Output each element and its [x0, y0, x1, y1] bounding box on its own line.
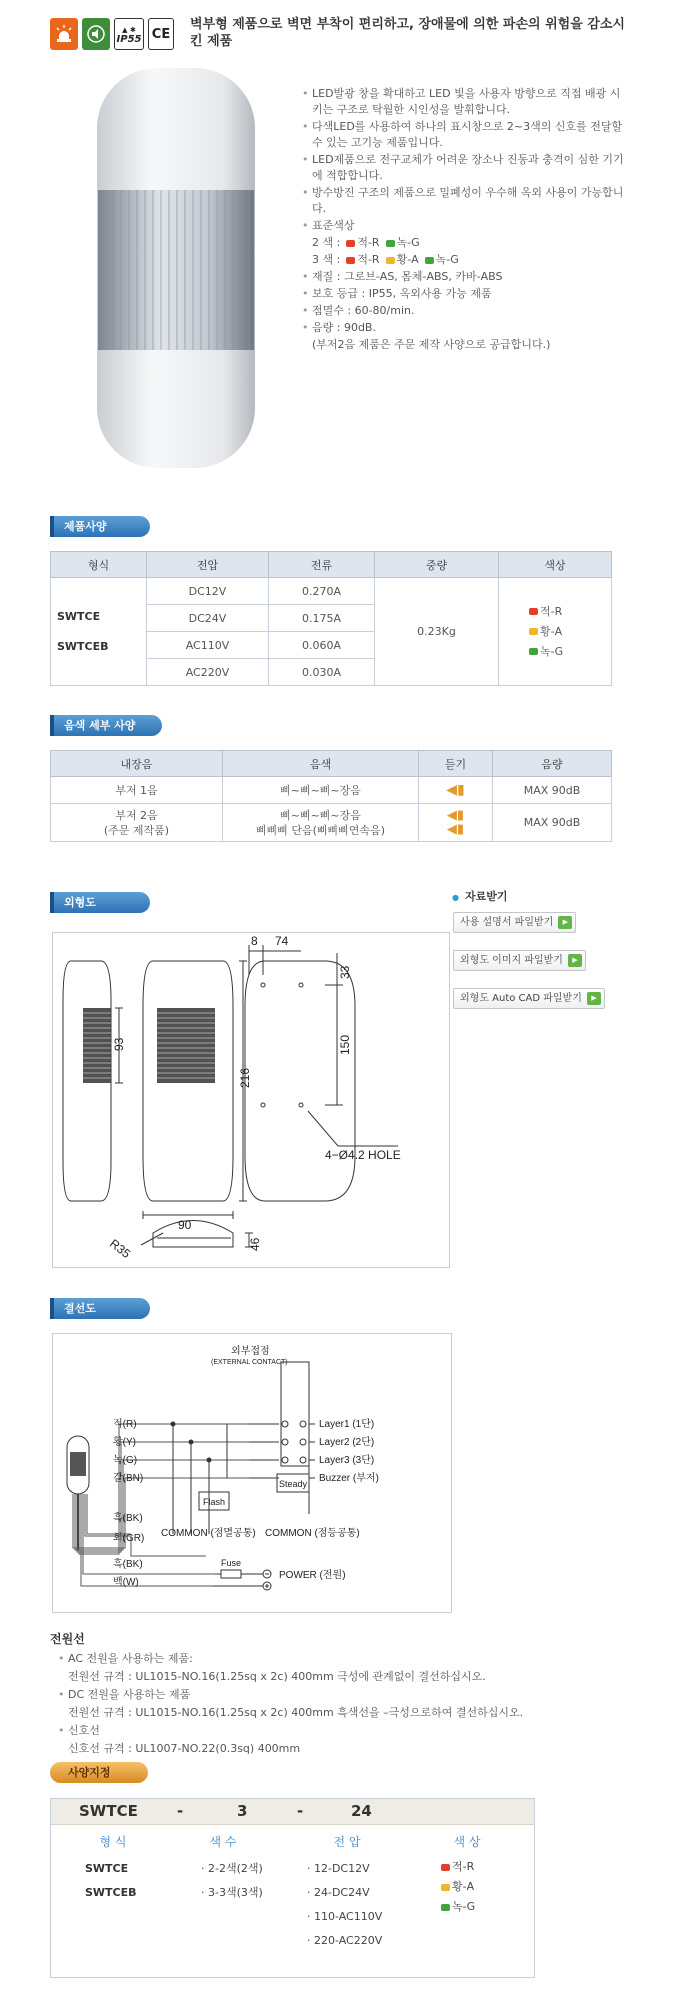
svg-text:COMMON (점멸공통): COMMON (점멸공통)	[161, 1528, 256, 1539]
outline-drawing	[52, 932, 450, 1268]
svg-text:갈(BN): 갈(BN)	[113, 1473, 144, 1484]
dim-r35: R35	[107, 1236, 134, 1261]
feature-item: • 다색LED를 사용하여 하나의 표시창으로 2~3색의 신호를 전달할 수 있는 고기능 제품입니다.	[300, 119, 630, 151]
green-lamp-icon	[529, 648, 538, 655]
weight-cell: 0.23Kg	[375, 578, 499, 686]
feature-item: • 점멸수 : 60-80/min.	[300, 303, 630, 319]
order-code: SWTCE - 3 - 24	[51, 1799, 534, 1825]
dim-90: 90	[178, 1218, 192, 1232]
color-cell: 적-R 황-A 녹-G	[499, 578, 612, 686]
outline-image-download-button[interactable]: 외형도 이미지 파일받기 ▶	[453, 950, 586, 971]
green-lamp-icon	[425, 257, 434, 264]
sound-table: 내장음 음색 듣기 음량 부저 1음 삐~삐~삐~장음 ◀▮ MAX 90dB 부저 2음 (주문 제작품) 삐~삐~삐~장음 삐삐삐 단음(삐삐삐연속음) ◀▮ ◀▮ MAX 90dB	[50, 750, 612, 842]
order-spec-box: SWTCE - 3 - 24 형 식 색 수 전 압 색 상 SWTCE SWTCEB · 2-2색(2색) · 3-3색(3색) · 12-DC12V · 24-DC24V · 110-AC110V · 220-AC220V 적-R 황-A 녹-G	[50, 1798, 535, 1978]
green-lamp-icon	[386, 240, 395, 247]
svg-text:(EXTERNAL CONTACT): (EXTERNAL CONTACT)	[211, 1359, 288, 1366]
ip55-icon: ▲ ✱ IP55	[114, 18, 144, 50]
table-row: DC24V 0.175A	[51, 605, 612, 632]
col-header: 색상	[499, 552, 612, 578]
buzzer-note: (부저2음 제품은 주문 제작 사양으로 공급합니다.)	[312, 338, 551, 351]
svg-text:Layer3 (3단): Layer3 (3단)	[319, 1455, 375, 1466]
table-row: 부저 2음 (주문 제작품) 삐~삐~삐~장음 삐삐삐 단음(삐삐삐연속음) ◀▮ ◀▮ MAX 90dB	[51, 804, 612, 842]
table-row: AC110V 0.060A	[51, 632, 612, 659]
manual-download-button[interactable]: 사용 설명서 파일받기 ▶	[453, 912, 576, 933]
svg-text:흑(BK): 흑(BK)	[113, 1559, 143, 1570]
col-header: 전류	[269, 552, 375, 578]
section-tab-wiring: 결선도	[50, 1298, 150, 1319]
svg-text:백(W): 백(W)	[113, 1577, 139, 1588]
feature-item: • 방수방진 구조의 제품으로 밀폐성이 우수해 옥외 사용이 가능합니다.	[300, 185, 630, 217]
power-wire-spec: 전원선 • AC 전원을 사용하는 제품: 전원선 규격 : UL1015-NO.16(1.25sq x 2c) 400mm 극성에 관계없이 결선하십시오. • DC 전원을 사용하는 제품 전원선 규격 : UL1015-NO.16(1.25sq x 2c) 400mm 흑색선을 –극성으로하여 결선하십시오. • 신호선 신호선 규격 : UL1007-NO.22(0.3sq) 400mm	[50, 1630, 650, 1758]
yellow-lamp-icon	[386, 257, 395, 264]
svg-text:적(R): 적(R)	[113, 1419, 137, 1430]
svg-text:COMMON (점등공통): COMMON (점등공통)	[265, 1528, 360, 1539]
svg-text:Flash: Flash	[203, 1497, 226, 1507]
speaker-icon[interactable]: ◀▮	[446, 821, 465, 837]
dim-46: 46	[248, 1237, 262, 1251]
svg-text:황(Y): 황(Y)	[113, 1437, 136, 1448]
three-color-line: 3 색 : 적-R 황-A 녹-G	[312, 253, 459, 266]
dim-93: 93	[112, 1037, 126, 1051]
certification-icons	[50, 18, 174, 50]
page-title: 벽부형 제품으로 벽면 부착이 편리하고, 장애물에 의한 파손의 위험을 감소시킨 제품	[190, 17, 625, 49]
product-image	[95, 68, 260, 468]
wiring-diagram	[52, 1333, 452, 1613]
spec-table	[50, 551, 612, 686]
order-colors: 적-R 황-A 녹-G	[441, 1857, 475, 1917]
svg-text:흑(BK): 흑(BK)	[113, 1513, 143, 1524]
feature-item: • LED제품으로 전구교체가 어려운 장소나 진동과 충격이 심한 기기에 적합합니다.	[300, 152, 630, 184]
col-header: 중량	[375, 552, 499, 578]
speaker-icon[interactable]: ◀▮	[446, 807, 465, 823]
table-row: SWTCE SWTCEB DC12V 0.270A 0.23Kg 적-R 황-A 녹-G	[51, 578, 612, 605]
red-lamp-icon	[346, 240, 355, 247]
section-tab-outline: 외형도	[50, 892, 150, 913]
model-cell: SWTCE SWTCEB	[51, 578, 147, 686]
downloads-title: ● 자료받기	[452, 888, 508, 904]
section-tab-order: 사양지정	[50, 1762, 148, 1783]
svg-text:회(GR): 회(GR)	[113, 1533, 145, 1544]
dim-216: 216	[238, 1067, 252, 1088]
red-lamp-icon	[346, 257, 355, 264]
section-tab-spec: 제품사양	[50, 516, 150, 537]
green-lamp-icon	[441, 1904, 450, 1911]
feature-item: • LED발광 창을 확대하고 LED 빛을 사용자 방향으로 직접 배광 시키는 구조로 탁월한 시인성을 발휘합니다.	[300, 86, 630, 118]
feature-item: • 보호 등급 : IP55, 옥외사용 가능 제품	[300, 286, 630, 302]
svg-text:녹(G): 녹(G)	[113, 1455, 138, 1466]
svg-text:Buzzer (부저): Buzzer (부저)	[319, 1473, 379, 1484]
table-row: 부저 1음 삐~삐~삐~장음 ◀▮ MAX 90dB	[51, 777, 612, 804]
red-lamp-icon	[529, 608, 538, 615]
order-counts: · 2-2색(2색) · 3-3색(3색)	[201, 1862, 263, 1899]
svg-text:Layer1 (1단): Layer1 (1단)	[319, 1419, 375, 1430]
yellow-lamp-icon	[529, 628, 538, 635]
play-sound-button[interactable]	[419, 777, 493, 804]
speaker-icon[interactable]: ◀▮	[446, 782, 465, 798]
svg-text:Layer2 (2단): Layer2 (2단)	[319, 1437, 375, 1448]
two-color-line: 2 색 : 적-R 녹-G	[312, 236, 420, 249]
dim-150: 150	[338, 1034, 352, 1055]
feature-item: • 음량 : 90dB.	[300, 320, 630, 336]
svg-text:POWER (전원): POWER (전원)	[279, 1570, 346, 1581]
led-lamp-icon	[50, 18, 78, 50]
feature-list	[300, 86, 630, 354]
yellow-lamp-icon	[441, 1884, 450, 1891]
dim-8: 8	[251, 934, 258, 948]
dim-33: 33	[338, 965, 352, 979]
dim-74: 74	[275, 934, 289, 948]
col-header: 형식	[51, 552, 147, 578]
red-lamp-icon	[441, 1864, 450, 1871]
hole-label: 4−Ø4.2 HOLE	[325, 1148, 401, 1162]
ce-mark-icon: CE	[148, 18, 174, 50]
feature-item: • 표준색상	[300, 218, 630, 234]
section-tab-sound: 음색 세부 사양	[50, 715, 162, 736]
play-sound-button[interactable]	[419, 809, 492, 823]
col-header: 전압	[147, 552, 269, 578]
outline-cad-download-button[interactable]: 외형도 Auto CAD 파일받기 ▶	[453, 988, 605, 1009]
play-sound-button[interactable]	[419, 823, 492, 837]
svg-text:외부접점: 외부접점	[231, 1346, 270, 1357]
order-volts: · 12-DC12V · 24-DC24V · 110-AC110V · 220-AC220V	[307, 1862, 383, 1947]
feature-item: • 재질 : 그로브-AS, 몸체-ABS, 카바-ABS	[300, 269, 630, 285]
svg-text:Fuse: Fuse	[221, 1558, 242, 1568]
sound-icon	[82, 18, 110, 50]
svg-text:Steady: Steady	[279, 1479, 308, 1489]
order-models: SWTCE SWTCEB	[85, 1862, 137, 1899]
table-row: AC220V 0.030A	[51, 659, 612, 686]
